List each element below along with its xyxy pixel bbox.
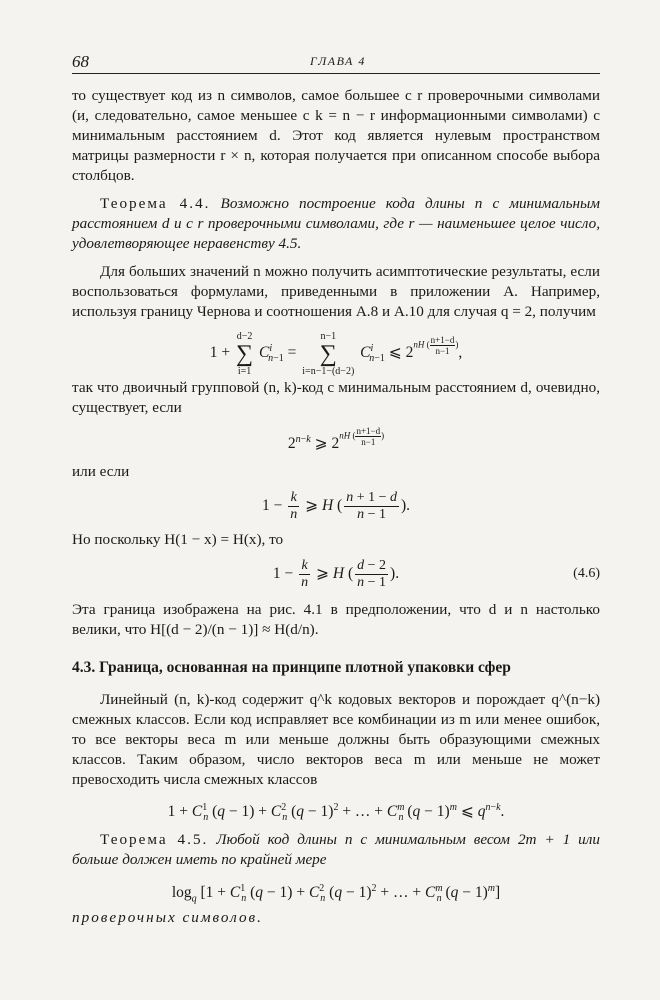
running-head: ГЛАВА 4 xyxy=(310,54,366,68)
theorem-4-5-text: Любой код длины n с минимальным весом 2m + 1 или больше должен иметь по крайней мере xyxy=(72,831,600,868)
paragraph-1: то существует код из n символов, самое большее с r проверочными символами (и, следовательно, самое меньшее с k = n − r информационными символами) с минимальным расстоянием d. Этот код является нулевым пространством матрицы размерности r × n, которая получается при описанном способе выбора столбцов. xyxy=(72,87,600,184)
paragraph-4: Эта граница изображена на рис. 4.1 в предположении, что d и n настолько велики, что H[(d − 2)/(n − 1)] ≈ H(d/n). xyxy=(72,601,600,638)
but-since-text: Но поскольку H(1 − x) = H(x), то xyxy=(72,531,284,548)
theorem-4-5 xyxy=(72,830,600,870)
equation-4-6: 1 − $\frac{k}{n}$ ⩾ H ( $\frac{d - 2}{n - 1}$ ). (4.6) xyxy=(72,554,600,594)
equation-sphere-packing: $1 + C^1_n$ $(q - 1) + C^2_n$ $(q - 1)^2$ + … + $C^m_n$ $(q - 1)^m$ ⩽ $q^{n-k}$. xyxy=(167,802,505,824)
paragraph-3: так что двоичный групповой (n, k)-код с минимальным расстоянием d, очевидно, существует, если xyxy=(72,379,600,416)
theorem-4-4 xyxy=(72,194,600,254)
equation-sum-bound: 1 + d−2 ∑ i=1 $C^i_{n-1}$ = n−1 ∑ i=n−1−(d−2) $C^i_{n-1}$ ⩽ 2nH ( $\frac{n+1-d}{n-1}$ ), xyxy=(209,330,463,377)
paragraph-2: Для больших значений n можно получить асимптотические результаты, если воспользоваться формулами, приведенными в приложении А. Например, используя границу Чернова и соотношения А.8 и А.10 для случая q = 2, получим xyxy=(72,263,600,320)
page-body xyxy=(72,86,600,928)
header-rule xyxy=(72,73,600,74)
section-heading: 4.3. Граница, основанная на принципе плотной упаковки сфер xyxy=(72,659,511,676)
closing-text: проверочных символов. xyxy=(72,909,263,926)
page-number: 68 xyxy=(72,52,89,71)
equation-log-bound: $\log_q [1 + C^1_n$ $(q - 1) + C^2_n$ $(q - 1)^2$ + … + $C^m_n$ $(q - 1)^m$] xyxy=(171,883,501,905)
equation-existence: $2^{n-k}$ ⩾ 2nH ( $\frac{n+1-d}{n-1}$ ) xyxy=(287,425,385,453)
paragraph-5: Линейный (n, k)-код содержит q^k кодовых векторов и порождает q^(n−k) смежных классов. Если код исправляет все комбинации из m или менее ошибок, то все векторы веса m или меньше должны быть образующими смежных классов. Таким образом, число векторов веса m или меньше не может превосходить числа смежных классов xyxy=(72,691,600,788)
equation-number: (4.6) xyxy=(573,566,600,581)
theorem-4-5-label: Теорема 4.5. xyxy=(100,831,209,848)
theorem-4-4-text: Возможно построение кода длины n с минимальным расстоянием d и с r проверочными символами, где r — наименьшее целое число, удовлетворяющее неравенству 4.5. xyxy=(72,195,601,252)
equation-rate-bound-1: 1 − $\frac{k}{n}$ ⩾ H ( $\frac{n + 1 - d}{n - 1}$ ). xyxy=(261,489,411,522)
or-if-text: или если xyxy=(72,463,130,480)
theorem-4-4-label: Теорема 4.4. xyxy=(100,195,211,212)
